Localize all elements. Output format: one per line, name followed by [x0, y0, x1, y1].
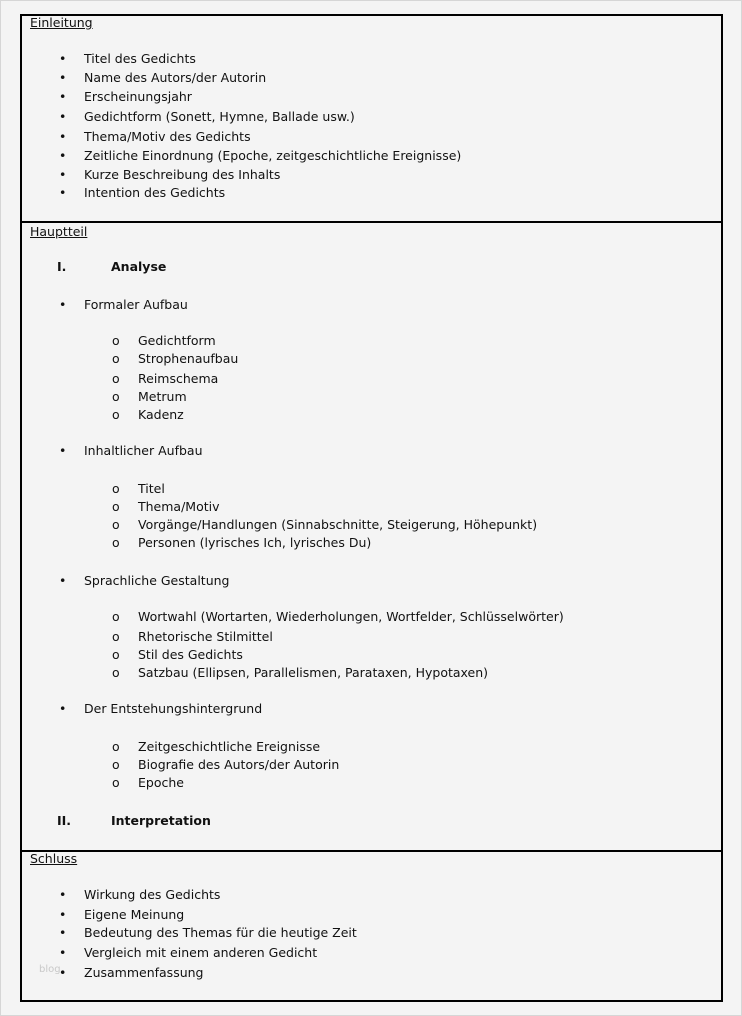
roman-numeral: I. [57, 259, 67, 274]
bullet-icon: • [59, 945, 67, 960]
bullet-icon: • [59, 109, 67, 124]
list-item: Thema/Motiv des Gedichts [84, 129, 251, 144]
sub-list-item: Titel [138, 481, 165, 496]
circle-bullet-icon: o [112, 481, 120, 496]
bullet-icon: • [59, 443, 67, 458]
circle-bullet-icon: o [112, 351, 120, 366]
list-item: Erscheinungsjahr [84, 89, 192, 104]
circle-bullet-icon: o [112, 389, 120, 404]
circle-bullet-icon: o [112, 609, 120, 624]
section-heading: Einleitung [30, 15, 93, 30]
sub-list-item: Wortwahl (Wortarten, Wiederholungen, Wortfelder, Schlüsselwörter) [138, 609, 564, 624]
section-heading: Schluss [30, 851, 78, 866]
bullet-icon: • [59, 701, 67, 716]
bullet-icon: • [59, 185, 67, 200]
list-item: Kurze Beschreibung des Inhalts [84, 167, 281, 182]
list-item: Gedichtform (Sonett, Hymne, Ballade usw.) [84, 109, 355, 124]
bullet-icon: • [59, 148, 67, 163]
circle-bullet-icon: o [112, 665, 120, 680]
bullet-icon: • [59, 167, 67, 182]
sub-list-item: Thema/Motiv [138, 499, 220, 514]
subsection-title: Analyse [111, 259, 167, 274]
list-item: Intention des Gedichts [84, 185, 226, 200]
sub-list-item: Zeitgeschichtliche Ereignisse [138, 739, 321, 754]
circle-bullet-icon: o [112, 517, 120, 532]
list-item: Sprachliche Gestaltung [84, 573, 230, 588]
list-item: Titel des Gedichts [84, 51, 196, 66]
list-item: Wirkung des Gedichts [84, 887, 221, 902]
bullet-icon: • [59, 129, 67, 144]
list-item: Inhaltlicher Aufbau [84, 443, 203, 458]
sub-list-item: Rhetorische Stilmittel [138, 629, 273, 644]
sub-list-item: Kadenz [138, 407, 184, 422]
circle-bullet-icon: o [112, 757, 120, 772]
list-item: Vergleich mit einem anderen Gedicht [84, 945, 318, 960]
bullet-icon: • [59, 51, 67, 66]
sub-list-item: Epoche [138, 775, 184, 790]
bullet-icon: • [59, 925, 67, 940]
list-item: Name des Autors/der Autorin [84, 70, 267, 85]
circle-bullet-icon: o [112, 775, 120, 790]
list-item: Bedeutung des Themas für die heutige Zeit [84, 925, 357, 940]
bullet-icon: • [59, 70, 67, 85]
bullet-icon: • [59, 965, 67, 980]
section-heading: Hauptteil [30, 224, 88, 239]
circle-bullet-icon: o [112, 371, 120, 386]
sub-list-item: Personen (lyrisches Ich, lyrisches Du) [138, 535, 372, 550]
bullet-icon: • [59, 297, 67, 312]
watermark: blog [39, 964, 61, 975]
sub-list-item: Reimschema [138, 371, 219, 386]
list-item: Formaler Aufbau [84, 297, 188, 312]
sub-list-item: Satzbau (Ellipsen, Parallelismen, Parataxen, Hypotaxen) [138, 665, 489, 680]
sub-list-item: Metrum [138, 389, 187, 404]
circle-bullet-icon: o [112, 535, 120, 550]
circle-bullet-icon: o [112, 499, 120, 514]
roman-numeral: II. [57, 813, 72, 828]
list-item: Zusammenfassung [84, 965, 204, 980]
list-item: Eigene Meinung [84, 907, 185, 922]
circle-bullet-icon: o [112, 739, 120, 754]
sub-list-item: Strophenaufbau [138, 351, 239, 366]
circle-bullet-icon: o [112, 629, 120, 644]
subsection-title: Interpretation [111, 813, 211, 828]
sub-list-item: Biografie des Autors/der Autorin [138, 757, 340, 772]
sub-list-item: Stil des Gedichts [138, 647, 243, 662]
bullet-icon: • [59, 887, 67, 902]
sub-list-item: Gedichtform [138, 333, 216, 348]
circle-bullet-icon: o [112, 647, 120, 662]
list-item: Der Entstehungshintergrund [84, 701, 263, 716]
section-divider [20, 850, 723, 852]
circle-bullet-icon: o [112, 407, 120, 422]
list-item: Zeitliche Einordnung (Epoche, zeitgeschichtliche Ereignisse) [84, 148, 462, 163]
bullet-icon: • [59, 89, 67, 104]
bullet-icon: • [59, 907, 67, 922]
circle-bullet-icon: o [112, 333, 120, 348]
sub-list-item: Vorgänge/Handlungen (Sinnabschnitte, Steigerung, Höhepunkt) [138, 517, 538, 532]
section-divider [20, 221, 723, 223]
bullet-icon: • [59, 573, 67, 588]
